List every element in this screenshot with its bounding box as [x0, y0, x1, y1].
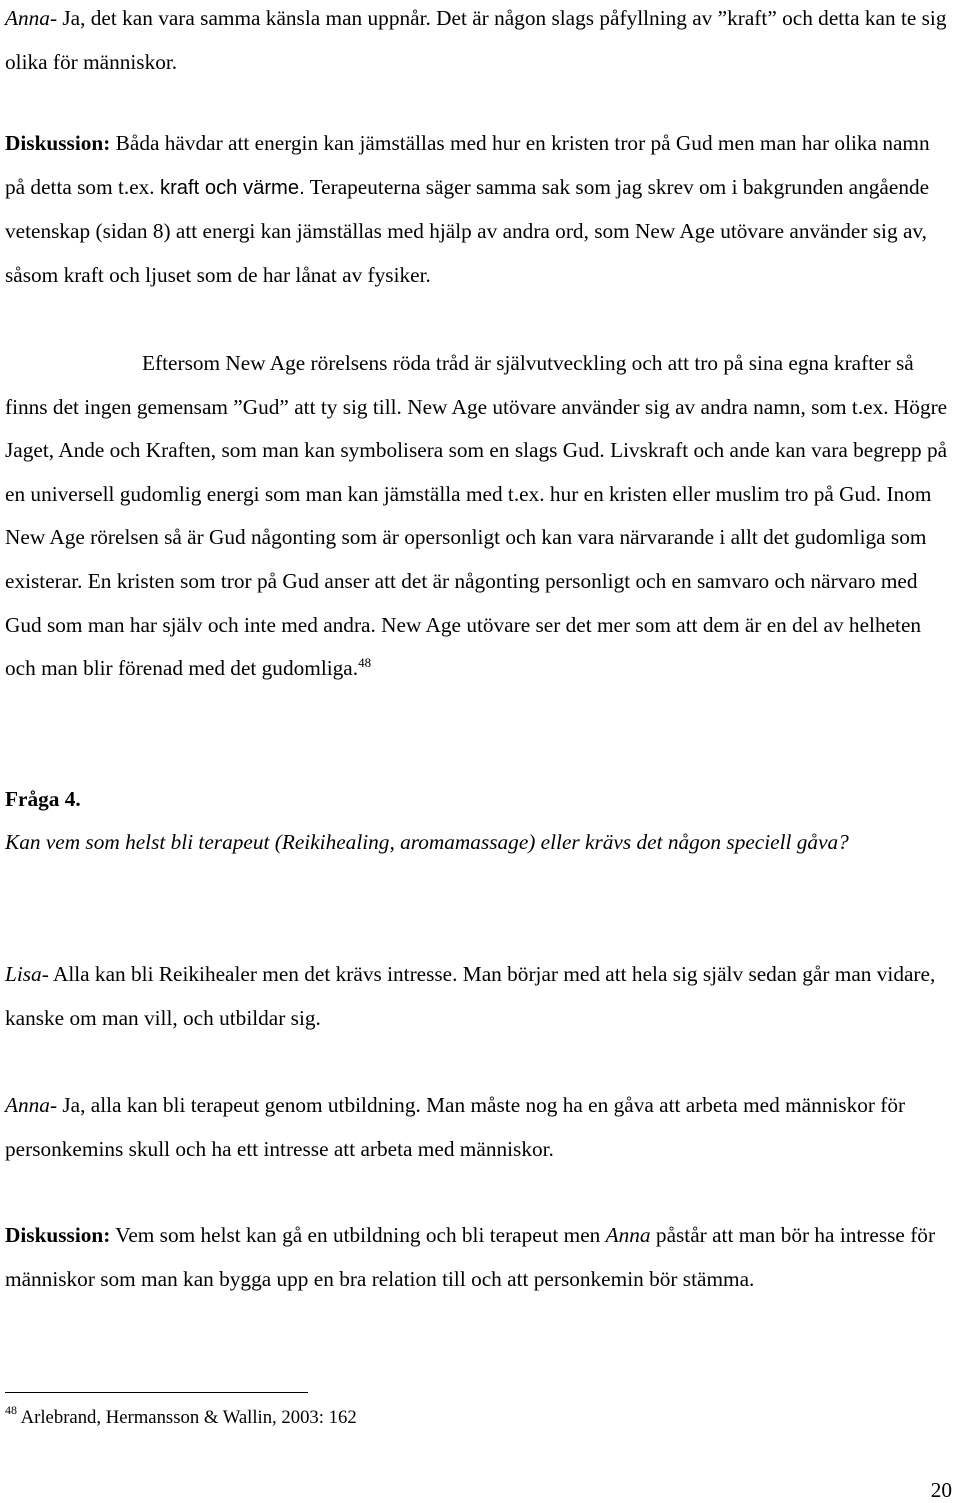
speaker-name: Anna	[605, 1223, 651, 1247]
question-text: Kan vem som helst bli terapeut (Reikihealing, aromamassage) eller krävs det någon speciell gåva?	[5, 830, 849, 854]
paragraph-anna-1	[5, 0, 955, 84]
paragraph-text: påstår att man bör ha intresse för människor som man kan bygga upp en bra relation till och att personkemin bör stämma.	[5, 1223, 936, 1291]
paragraph-text: - Ja, det kan vara samma känsla man uppnår. Det är någon slags påfyllning av ”kraft” och detta kan te sig olika för människor.	[5, 6, 947, 74]
paragraph-text: Båda hävdar att energin kan jämställas med hur en kristen tror på Gud men man har olika namn på detta som t.ex.	[5, 131, 930, 199]
page-number: 20	[930, 1478, 952, 1502]
footnote-text: Arlebrand, Hermansson & Wallin, 2003: 162	[17, 1407, 357, 1428]
footnote-number: 48	[5, 1403, 17, 1417]
paragraph-text: Terapeuterna säger samma sak som jag skrev om i bakgrunden angående vetenskap (sidan 8) att energi kan jämställas med hjälp av andra ord, som New Age utövare använder sig av, såsom kraft och ljuset som de har lånat av fysiker.	[5, 174, 930, 287]
paragraph-text: - Ja, alla kan bli terapeut genom utbildning. Man måste nog ha en gåva att arbeta med människor för personkemins skull och ha ett intresse att arbeta med människor.	[5, 1093, 906, 1161]
footnote-divider	[5, 1392, 308, 1393]
discussion-label: Diskussion:	[5, 1223, 111, 1247]
paragraph-lisa	[5, 953, 955, 1040]
speaker-name: Anna	[5, 6, 50, 30]
discussion-label: Diskussion:	[5, 131, 111, 155]
paragraph-discussion-2	[5, 1214, 955, 1301]
footnote-reference: 48	[358, 655, 372, 671]
paragraph-new-age	[5, 342, 955, 691]
paragraph-text-sans: kraft och värme.	[159, 176, 305, 199]
speaker-name: Lisa	[5, 962, 42, 986]
question-heading: Fråga 4.	[5, 787, 81, 811]
speaker-name: Anna	[5, 1093, 50, 1117]
footnote	[5, 1403, 357, 1429]
paragraph-text: Eftersom New Age rörelsens röda tråd är självutveckling och att tro på sina egna krafter så finns det ingen gemensam ”Gud” att ty sig till. New Age utövare använder sig av andra namn, som t.ex. Högre Jaget, Ande och Kraften, som man kan symbolisera som en slags Gud. Livskraft och ande kan vara begrepp på en universell gudomlig energi som man kan jämställa med t.ex. hur en kristen eller muslim tro på Gud. Inom New Age rörelsen så är Gud någonting som är opersonligt och kan vara närvarande i allt det gudomliga som existerar. En kristen som tror på Gud anser att det är någonting personligt och en samvaro och närvaro med Gud som man har själv och inte med andra. New Age utövare ser det mer som att dem är en del av helheten och man blir förenad med det gudomliga.	[5, 351, 948, 681]
paragraph-anna-2	[5, 1084, 955, 1171]
paragraph-discussion-1	[5, 122, 955, 297]
paragraph-text: - Alla kan bli Reikihealer men det krävs intresse. Man börjar med att hela sig själv sedan går man vidare, kanske om man vill, och utbildar sig.	[5, 962, 936, 1030]
paragraph-text: Vem som helst kan gå en utbildning och bli terapeut men	[110, 1223, 606, 1247]
